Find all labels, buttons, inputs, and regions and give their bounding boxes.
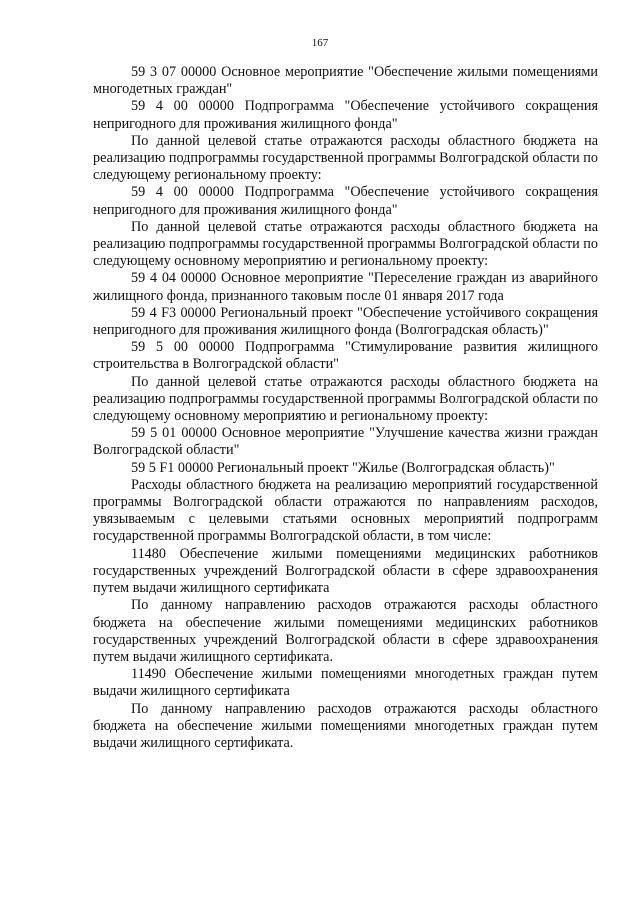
paragraph: По данному направлению расходов отражаются расходы областного бюджета на обеспечение жилыми помещениями многодетных граждан путем выдачи жилищного сертификата. bbox=[93, 700, 598, 751]
paragraph: По данному направлению расходов отражаются расходы областного бюджета на обеспечение жилыми помещениями медицинских работников государственных учреждений Волгоградской области в сфере здравоохранения путем выдачи жилищного сертификата. bbox=[93, 597, 598, 665]
paragraph: 59 5 00 00000 Подпрограмма "Стимулирование развития жилищного строительства в Волгоградской области" bbox=[93, 339, 598, 373]
paragraph: 11490 Обеспечение жилыми помещениями многодетных граждан путем выдачи жилищного сертификата bbox=[93, 666, 598, 700]
page-number: 167 bbox=[311, 37, 329, 49]
paragraph: Расходы областного бюджета на реализацию мероприятий государственной программы Волгоградской области отражаются по направлениям расходов, увязываемым с целевыми статьями основных мероприятий подпрограмм государственной программы Волгоградской области, в том числе: bbox=[93, 476, 598, 545]
page-content bbox=[93, 64, 598, 752]
paragraph: По данной целевой статье отражаются расходы областного бюджета на реализацию подпрограммы государственной программы Волгоградской области по следующему основному мероприятию и региональному проекту: bbox=[93, 218, 598, 270]
paragraph: 59 5 F1 00000 Региональный проект "Жилье (Волгоградская область)" bbox=[131, 459, 555, 476]
paragraph: 59 4 F3 00000 Региональный проект "Обеспечение устойчивого сокращения непригодного для проживания жилищного фонда (Волгоградская область)" bbox=[93, 304, 598, 339]
paragraph: По данной целевой статье отражаются расходы областного бюджета на реализацию подпрограммы государственной программы Волгоградской области по следующему региональному проекту: bbox=[93, 132, 598, 184]
paragraph: По данной целевой статье отражаются расходы областного бюджета на реализацию подпрограммы государственной программы Волгоградской области по следующему основному мероприятию и региональному проекту: bbox=[93, 373, 598, 425]
paragraph: 59 3 07 00000 Основное мероприятие "Обеспечение жилыми помещениями многодетных граждан" bbox=[93, 64, 598, 98]
paragraph: 59 4 00 00000 Подпрограмма "Обеспечение устойчивого сокращения непригодного для проживания жилищного фонда" bbox=[93, 184, 598, 218]
paragraph: 11480 Обеспечение жилыми помещениями медицинских работников государственных учреждений Волгоградской области в сфере здравоохранения путем выдачи жилищного сертификата bbox=[93, 545, 598, 597]
paragraph: 59 4 00 00000 Подпрограмма "Обеспечение устойчивого сокращения непригодного для проживания жилищного фонда" bbox=[93, 98, 598, 132]
paragraph: 59 4 04 00000 Основное мероприятие "Переселение граждан из аварийного жилищного фонда, признанного таковым после 01 января 2017 года bbox=[93, 270, 598, 304]
paragraph: 59 5 01 00000 Основное мероприятие "Улучшение качества жизни граждан Волгоградской области" bbox=[93, 425, 598, 459]
